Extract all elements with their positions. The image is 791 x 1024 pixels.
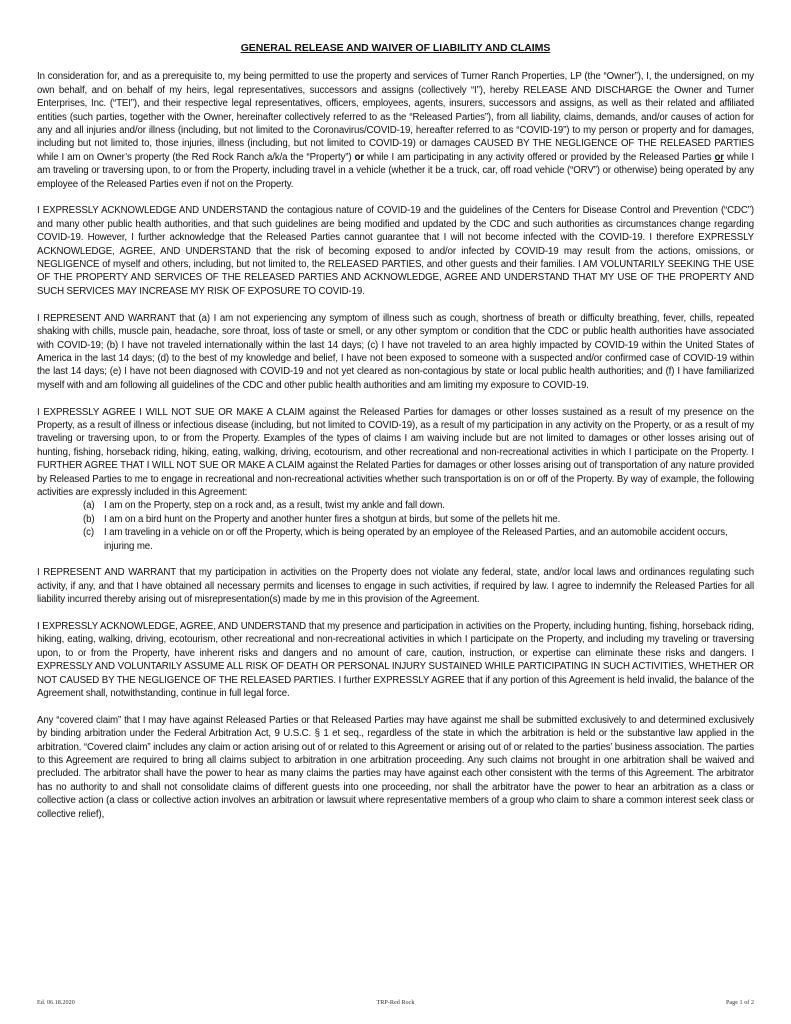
example-text: I am traveling in a vehicle on or off the Property, which is being operated by an employee of the Released Parties, and an automobile accident occurs, injuring me. (104, 527, 728, 552)
example-text: I am on the Property, step on a rock and, as a result, twist my ankle and fall down. (104, 500, 445, 512)
example-item (83, 513, 754, 526)
release-text-part-a: In consideration for, and as a prerequisite to, my being permitted to use the property and services of Turner Ranch Properties, LP (the “Owner”), I, the undersigned, on my own behalf, and on behalf of my heirs, legal representatives, successors and assigns (collectively “I”), hereby RELEASE AND DISCHARGE the Owner and Turner Enterprises, Inc. (“TEI”), and their respective legal representatives, officers, employees, agents, insurers, successors and assigns, as well as their related and affiliated entities (such parties, together with the Owner, hereinafter collectively referred to as the “Released Parties”), from all liability, claims, demands, and/or causes of action for any and all injuries and/or illness (including, but not limited to the Coronavirus/COVID-19, hereafter referred to as “COVID-19”) to my person or property and for damages, including but not limited to, those injuries, illness (including, but not limited to COVID-19) or damages CAUSED BY THE NEGLIGENCE OF THE RELEASED PARTIES while I am on Owner’s property (the Red Rock Ranch a/k/a the “Property”) (37, 71, 754, 163)
example-item (83, 499, 754, 512)
release-text-part-b: while I am participating in any activity offered or provided by the Released Parties (364, 151, 715, 163)
document-title: GENERAL RELEASE AND WAIVER OF LIABILITY AND CLAIMS (240, 42, 551, 54)
represent-warrant-laws-paragraph: I REPRESENT AND WARRANT that my participation in activities on the Property does not violate any federal, state, and/or local laws and ordinances regulating such activity, if any, and that I have obtained all necessary permits and licenses to engage in such activities, if required by law. I agree to indemnify the Released Parties for all liability incurred thereby arising out of misrepresentation(s) made by me in this provision of the Agreement. (37, 567, 754, 606)
emphasis-or: or (354, 151, 364, 163)
example-item (83, 526, 754, 553)
represent-warrant-health-paragraph: I REPRESENT AND WARRANT that (a) I am not experiencing any symptom of illness such as cough, shortness of breath or difficulty breathing, fever, chills, repeated shaking with chills, muscle pain, headache, sore throat, loss of taste or smell, or any other symptom or condition that the CDC or public health authorities have associated with COVID-19; (b) I have not traveled internationally within the last 14 days; (c) I have not traveled to an area highly impacted by COVID-19 within the United States of America in the last 14 days; (d) to the best of my knowledge and belief, I have not been exposed to someone with a suspected and/or confirmed case of COVID-19 within the last 14 days; (e) I have not been diagnosed with COVID-19 and not yet cleared as non-contagious by state or local public health authorities; and (f) I have familiarized myself with and am following all guidelines of the CDC and other public health authorities and am limiting my exposure to COVID-19. (37, 312, 754, 391)
footer-document-code: TRP-Red Rock (376, 999, 415, 1006)
arbitration-paragraph: Any “covered claim” that I may have against Released Parties or that Released Parties may have against me shall be submitted exclusively to and determined exclusively by binding arbitration under the Federal Arbitration Act, 9 U.S.C. § 1 et seq., regardless of the state in which the arbitration is held or the substantive law applied in the arbitration. “Covered claim” includes any claim or action arising out of or related to this Agreement or arising out of or related to the parties’ business association. The parties to this Agreement are required to bring all claims subject to arbitration in one arbitration proceeding. Any such claims not brought in one arbitration shall be waived and precluded. The arbitrator shall have the power to hear as many claims the parties may have against each other consistent with the terms of this Agreement. The arbitrator has no authority to and shall not consolidate claims of different guests into one proceeding, nor shall the arbitrator have the power to hear an arbitration as a class or collective action (a class or collective action involves an arbitration or lawsuit where representative members of a group who claim to share a common interest seek class or collective relief), (37, 714, 754, 820)
examples-list (37, 499, 754, 553)
example-text: I am on a bird hunt on the Property and another hunter fires a shotgun at birds, but some of the pellets hit me. (104, 513, 561, 525)
no-sue-paragraph: I EXPRESSLY AGREE I WILL NOT SUE OR MAKE A CLAIM against the Released Parties for damages or other losses sustained as a result of my presence on the Property, as a result of illness or infectious disease (including, but not limited to COVID-19), as a result of my participation in any activity on the Property, or as a result of my traveling or traversing upon, to or from the Property. Examples of the types of claims I am waiving include but are not limited to damages or other losses arising out of hunting, fishing, horseback riding, hiking, eating, walking, driving, ecotourism, and other recreational and non-recreational activities in which I participate on the Property. I FURTHER AGREE THAT I WILL NOT SUE OR MAKE A CLAIM against the Related Parties for damages or other losses arising out of transportation of any nature provided by Released Parties to me to engage in recreational and non-recreational activities whether such transportation is on or off of the Property. By way of example, the following activities are expressly included in this Agreement: (37, 406, 754, 498)
example-label: (c) (83, 527, 94, 539)
footer-page-number: Page 1 of 2 (725, 999, 754, 1006)
release-text-part-c: while I am traveling or traversing upon, to or from the Property, including travel in a vehicle (whether it be a truck, car, off road vehicle (“ORV”) or otherwise) being operated by any employee of the Released Parties even if not on the Property. (37, 151, 754, 190)
assumption-of-risk-paragraph: I EXPRESSLY ACKNOWLEDGE, AGREE, AND UNDERSTAND that my presence and participation in activities on the Property, including hunting, fishing, horseback riding, hiking, eating, walking, driving, ecotourism, other recreational and non-recreational activities in which I participate on the Property, and including my traveling or traversing upon, to or from the Property, have inherent risks and dangers and no amount of care, caution, instruction, or expertise can eliminate these risks and dangers. I EXPRESSLY AND VOLUNTARILY ASSUME ALL RISK OF DEATH OR PERSONAL INJURY SUSTAINED WHILE PARTICIPATING IN SUCH ACTIVITIES, WHETHER OR NOT CAUSED BY THE NEGLIGENCE OF THE RELEASED PARTIES. I further EXPRESSLY AGREE that if any portion of this Agreement is held invalid, the balance of the Agreement shall, notwithstanding, continue in full legal force. (37, 620, 754, 700)
example-label: (a) (83, 500, 95, 512)
example-label: (b) (83, 513, 95, 525)
emphasis-or-underlined: or (714, 151, 724, 163)
release-paragraph (37, 70, 754, 191)
covid-acknowledgement-paragraph: I EXPRESSLY ACKNOWLEDGE AND UNDERSTAND the contagious nature of COVID-19 and the guidelines of the Centers for Disease Control and Prevention (“CDC”) and many other public health authorities, and that such guidelines are being modified and updated by the CDC and such authorities as circumstances change regarding COVID-19. However, I further acknowledge that the Released Parties cannot guarantee that I will not become infected with the COVID-19. I therefore EXPRESSLY ACKNOWLEDGE, AGREE, AND UNDERSTAND that the risk of becoming exposed to and/or infected by COVID-19 may result from the actions, omissions, or NEGLIGENCE of myself and others, including, but not limited to, the RELEASED PARTIES, and other guests and their families. I AM VOLUNTARILY SEEKING THE USE OF THE PROPERTY AND SERVICES OF THE RELEASED PARTIES AND ACKNOWLEDGE, AGREE AND UNDERSTAND THAT MY USE OF THE PROPERTY AND SUCH SERVICES MAY INCREASE MY RISK OF EXPOSURE TO COVID-19. (37, 205, 754, 297)
footer-edition: Ed. 06.18.2020 (37, 999, 75, 1006)
